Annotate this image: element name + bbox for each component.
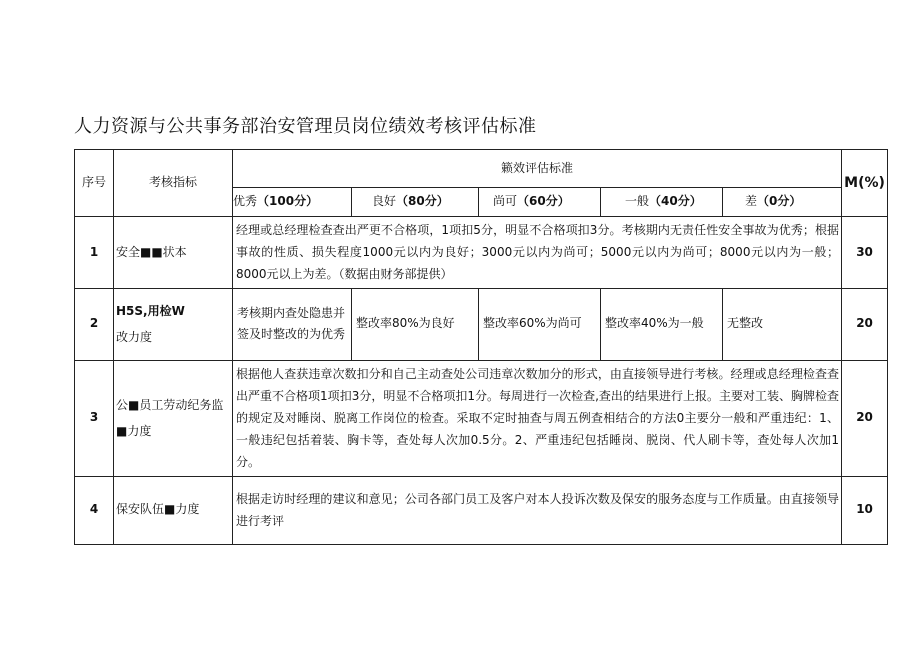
grade-cell-excellent: 考核期内查处隐患并签及时整改的为优秀 bbox=[233, 288, 352, 360]
row-standard: 根据走访时经理的建议和意见；公司各部门员工及客户对本人投诉次数及保安的服务态度与工作质量。由直接领导进行考评 bbox=[233, 476, 842, 544]
appraisal-table bbox=[74, 149, 888, 545]
table-row bbox=[75, 217, 888, 289]
row-indicator: 保安队伍■力度 bbox=[114, 476, 233, 544]
table-row bbox=[75, 360, 888, 476]
grade-cell-good: 整改率80%为良好 bbox=[352, 288, 479, 360]
grade-excellent: 优秀（100分） bbox=[233, 188, 352, 217]
grade-poor: 差（0分） bbox=[723, 188, 842, 217]
row-weight: 20 bbox=[842, 360, 888, 476]
header-seq: 序号 bbox=[75, 150, 114, 217]
row-seq: 2 bbox=[75, 288, 114, 360]
grade-cell-average: 整改率40%为一般 bbox=[601, 288, 723, 360]
row-seq: 4 bbox=[75, 476, 114, 544]
table-row bbox=[75, 288, 888, 360]
header-row-1 bbox=[75, 150, 888, 188]
table-row bbox=[75, 476, 888, 544]
grade-cell-poor: 无整改 bbox=[723, 288, 842, 360]
grade-fair: 尚可（60分） bbox=[479, 188, 601, 217]
row-weight: 10 bbox=[842, 476, 888, 544]
row-indicator: 公■员工劳动纪务监 ■力度 bbox=[114, 360, 233, 476]
row-standard: 根据他人查获违章次数扣分和自己主动查处公司违章次数加分的形式，由直接领导进行考核。经理或息经理检查查出严重不合格项1项扣3分，明显不合格项扣1分。每周进行一次检查,查出的结果进行上报。主要对工装、胸牌检查的规定及对睡岗、脱离工作岗位的检查。采取不定时抽查与周五例查相结合的方法0主要分一般和严重违纪：1、一般违纪包括着装、胸卡等，查处每人次加0.5分。2、严重违纪包括睡岗、脱岗、代人刷卡等，查处每人次加1分。 bbox=[233, 360, 842, 476]
grade-good: 良好（80分） bbox=[352, 188, 479, 217]
grade-cell-fair: 整改率60%为尚可 bbox=[479, 288, 601, 360]
row-indicator: H5S,用检W 改力度 bbox=[114, 288, 233, 360]
row-seq: 3 bbox=[75, 360, 114, 476]
row-standard: 经理或总经理检查查出严更不合格项，1项扣5分，明显不合格项扣3分。考核期内无责任性安全事故为优秀；根据事故的性质、损失程度1000元以内为良好；3000元以内为尚可；5000元以内为尚可；8000元以内为一般；8000元以上为差。（数据由财务部提供） bbox=[233, 217, 842, 289]
header-weight: M(%) bbox=[842, 150, 888, 217]
row-weight: 30 bbox=[842, 217, 888, 289]
grade-average: 一般（40分） bbox=[601, 188, 723, 217]
header-indicator: 考核指标 bbox=[114, 150, 233, 217]
header-standard-group: 籁效评估标准 bbox=[233, 150, 842, 188]
row-seq: 1 bbox=[75, 217, 114, 289]
page-title: 人力资源与公共事务部治安管理员岗位绩效考核评估标准 bbox=[74, 116, 537, 137]
row-weight: 20 bbox=[842, 288, 888, 360]
row-indicator: 安全■■状本 bbox=[114, 217, 233, 289]
